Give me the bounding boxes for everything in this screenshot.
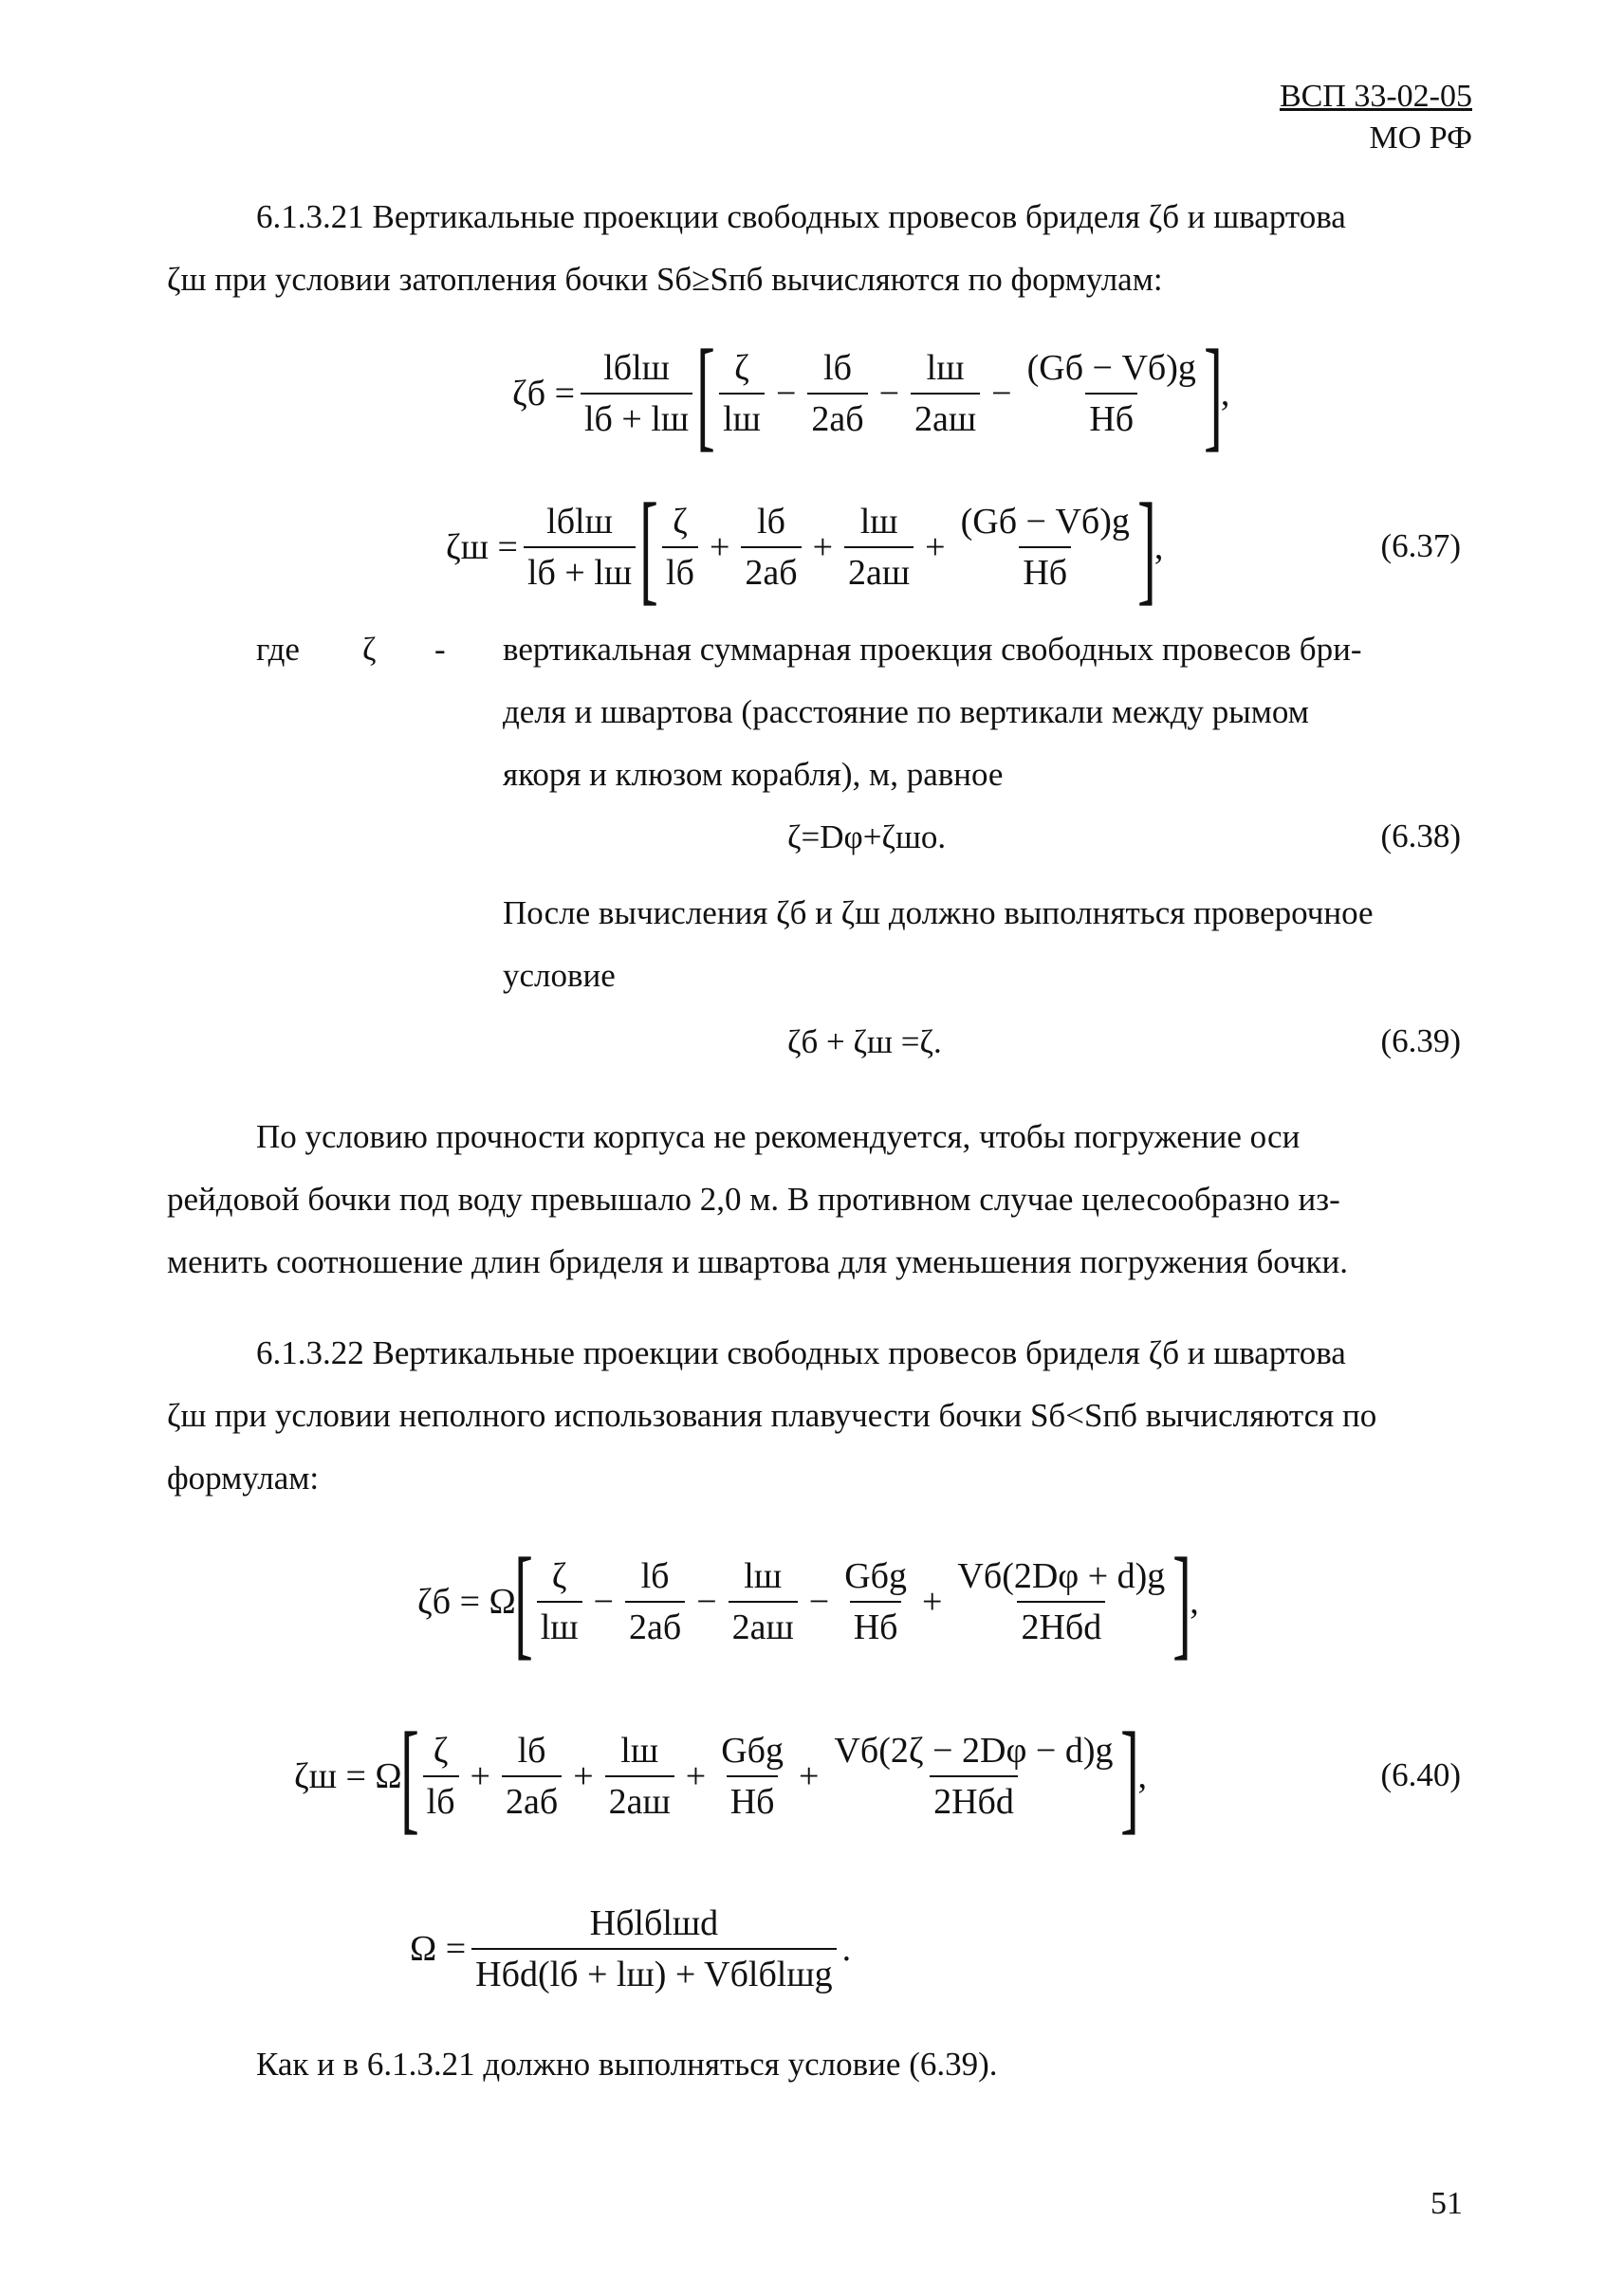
- page-number: 51: [1430, 2186, 1463, 2221]
- formula-zeta-b-flooded: ζб = $\frac{\text{lбlш}}{lб + lш}$ [ $\frac{\zeta}{lш}$ − $\frac{lб}{2aб}$ − $\frac{lш}{2aш}$ − $\frac{(Gб - Vб)g}{Hб}$ ] ,: [512, 323, 1230, 463]
- bracket-right: ]: [1203, 323, 1223, 463]
- strength-paragraph-line1: По условию прочности корпуса не рекомендуется, чтобы погружение оси: [256, 1118, 1301, 1155]
- where-definition-line1: вертикальная суммарная проекция свободных провесов бри-: [503, 631, 1362, 668]
- section-6-1-3-21-line1: 6.1.3.21 Вертикальные проекции свободных провесов бриделя ζб и швартова: [256, 198, 1346, 235]
- formula-lhs: ζш = Ω: [294, 1756, 402, 1796]
- where-label: где: [256, 631, 300, 668]
- formula-zeta-b-partial: ζб = Ω [ $\frac{\zeta}{lш}$ − $\frac{lб}{2aб}$ − $\frac{lш}{2aш}$ − $\frac{\text{Gбg}}{Hб}$ + $\frac{Vб(2D\varphi + d)g}{\text{2Hбd}}$ ] ,: [417, 1532, 1199, 1671]
- bracket-left: [: [639, 477, 658, 616]
- strength-paragraph-line2: рейдовой бочки под воду превышало 2,0 м. В противном случае целесообразно из-: [167, 1181, 1340, 1218]
- section-6-1-3-22-line1: 6.1.3.22 Вертикальные проекции свободных провесов бриделя ζб и швартова: [256, 1334, 1346, 1371]
- strength-paragraph-line3: менить соотношение длин бриделя и швартова для уменьшения погружения бочки.: [167, 1243, 1348, 1280]
- formula-6-39: ζб + ζш =ζ.: [787, 1023, 942, 1060]
- formula-6-38: ζ=Dφ+ζшо.: [787, 818, 947, 855]
- page-header: [1280, 76, 1472, 159]
- section-6-1-3-21-line2: ζш при условии затопления бочки Sб≥Sпб вычисляются по формулам:: [167, 261, 1163, 298]
- fraction: $\frac{\text{lбlш}}{lб + lш}$: [581, 347, 692, 440]
- bracket-left: [: [696, 323, 716, 463]
- formula-lhs: ζб =: [512, 374, 575, 413]
- check-line1: После вычисления ζб и ζш должно выполняться проверочное: [503, 894, 1374, 931]
- where-definition-line2: деля и швартова (расстояние по вертикали между рымом: [503, 693, 1309, 730]
- bracket-left: [: [513, 1532, 533, 1671]
- equation-number-6-37: (6.37): [1380, 527, 1461, 564]
- bracket-right: ]: [1136, 477, 1156, 616]
- section-6-1-3-22-line2: ζш при условии неполного использования плавучести бочки Sб<Sпб вычисляются по: [167, 1397, 1377, 1434]
- bracket-left: [: [399, 1706, 419, 1846]
- formula-omega: Ω = $\frac{\text{Hбlбlшd}}{\text{Hбd(lб + lш) + Vбlбlшg}}$ .: [410, 1903, 852, 1994]
- formula-lhs: Ω =: [410, 1929, 467, 1969]
- bracket-right: ]: [1120, 1706, 1140, 1846]
- check-line2: условие: [503, 957, 616, 994]
- equation-number-6-38: (6.38): [1380, 817, 1461, 854]
- equation-number-6-40: (6.40): [1380, 1756, 1461, 1793]
- closing-sentence: Как и в 6.1.3.21 должно выполняться условие (6.39).: [256, 2046, 998, 2083]
- equation-number-6-39: (6.39): [1380, 1022, 1461, 1059]
- formula-zeta-sh-partial: ζш = Ω [ $\frac{\zeta}{lб}$ + $\frac{lб}{2aб}$ + $\frac{lш}{2aш}$ + $\frac{\text{Gбg}}{Hб}$ + $\frac{Vб(2\zeta - 2D\varphi - d)g}{\text{2Hбd}}$ ] ,: [294, 1706, 1147, 1846]
- formula-lhs: ζш =: [446, 527, 518, 567]
- where-dash: -: [434, 631, 446, 668]
- where-symbol: ζ: [362, 631, 377, 668]
- where-definition-line3: якоря и клюзом корабля), м, равное: [503, 756, 1004, 793]
- section-6-1-3-22-line3: формулам:: [167, 1460, 320, 1497]
- document-code: ВСП 33-02-05: [1279, 79, 1472, 114]
- bracket-right: ]: [1172, 1532, 1192, 1671]
- organization: МО РФ: [1369, 120, 1472, 156]
- formula-lhs: ζб = Ω: [417, 1582, 516, 1622]
- formula-zeta-sh-flooded: ζш = $\frac{\text{lбlш}}{lб + lш}$ [ $\frac{\zeta}{lб}$ + $\frac{lб}{2aб}$ + $\frac{lш}{2aш}$ + $\frac{(Gб - Vб)g}{Hб}$ ] ,: [446, 477, 1164, 616]
